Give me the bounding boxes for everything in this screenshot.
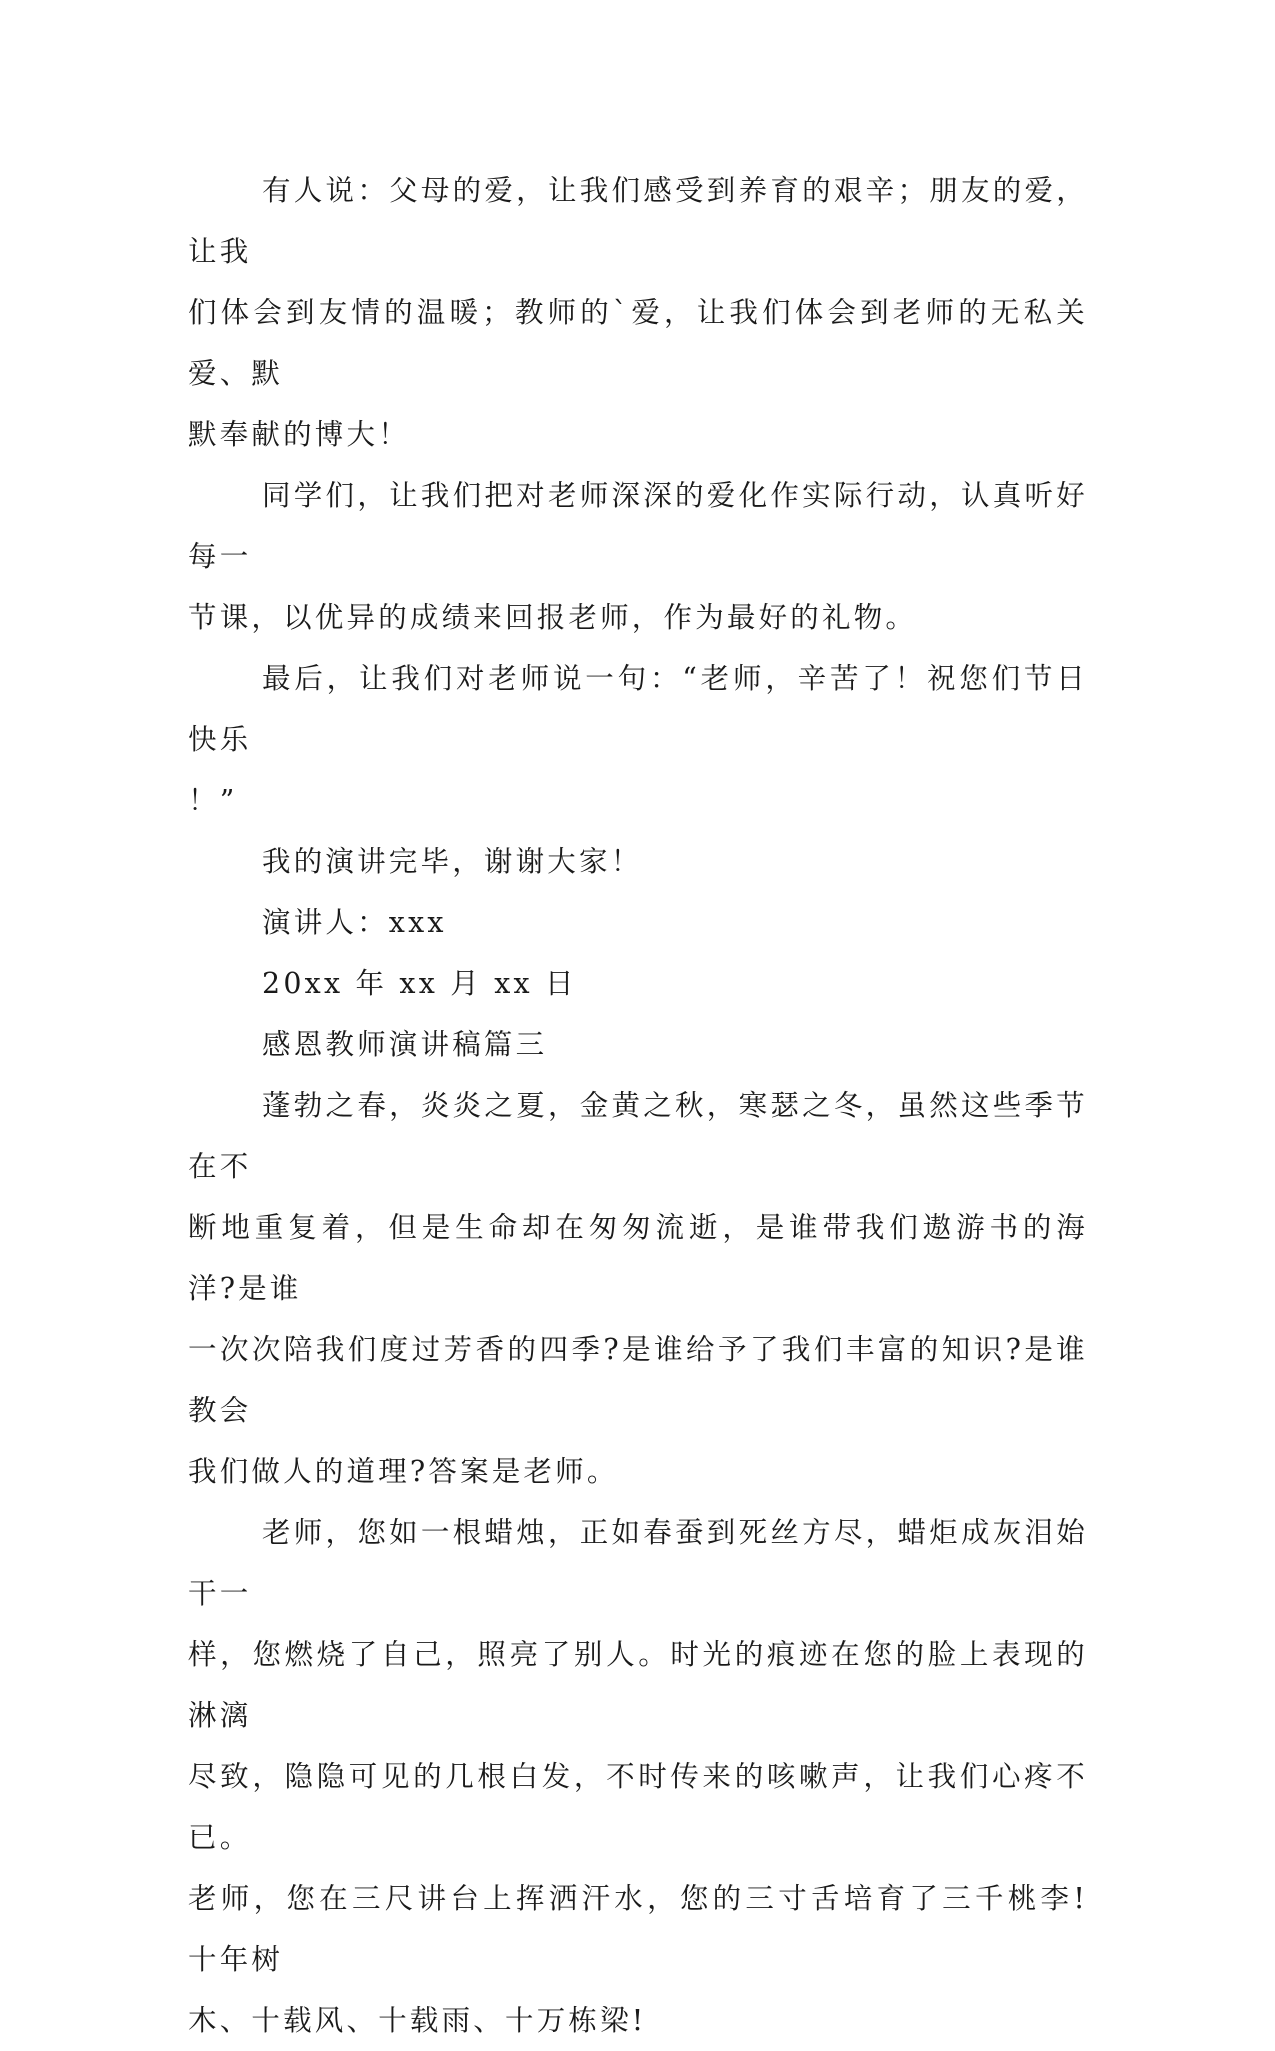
- paragraph-5-line-3: 尽致，隐隐可见的几根白发，不时传来的咳嗽声，让我们心疼不已。: [188, 1760, 1088, 1854]
- paragraph-4: [188, 1075, 1088, 1502]
- speaker-text: 演讲人：xxx: [262, 906, 447, 939]
- closing-remark-line: 我的演讲完毕，谢谢大家！: [262, 845, 643, 878]
- section-title-text: 感恩教师演讲稿篇三: [262, 1028, 548, 1061]
- paragraph-3-line-2: ！”: [188, 784, 238, 817]
- paragraph-5-line-5: 木、十载风、十载雨、十万栋梁!: [188, 2004, 647, 2037]
- paragraph-2-line-2: 节课，以优异的成绩来回报老师，作为最好的礼物。: [188, 601, 918, 634]
- paragraph-4-line-2: 断地重复着，但是生命却在匆匆流逝，是谁带我们遨游书的海洋?是谁: [188, 1211, 1088, 1305]
- paragraph-4-line-3: 一次次陪我们度过芳香的四季?是谁给予了我们丰富的知识?是谁教会: [188, 1333, 1088, 1427]
- section-title: [188, 1014, 1088, 1075]
- paragraph-1-line-3: 默奉献的博大！: [188, 418, 410, 451]
- paragraph-3-line-1: 最后，让我们对老师说一句：“老师，辛苦了！祝您们节日快乐: [188, 662, 1088, 756]
- date-line: [188, 953, 1088, 1014]
- paragraph-2: [188, 465, 1088, 648]
- paragraph-5: [188, 1502, 1088, 2051]
- paragraph-1-line-1: 有人说：父母的爱，让我们感受到养育的艰辛；朋友的爱，让我: [188, 174, 1088, 268]
- paragraph-2-line-1: 同学们，让我们把对老师深深的爱化作实际行动，认真听好每一: [188, 479, 1088, 573]
- paragraph-1-line-2: 们体会到友情的温暖；教师的`爱，让我们体会到老师的无私关爱、默: [188, 296, 1088, 390]
- paragraph-4-line-1: 蓬勃之春，炎炎之夏，金黄之秋，寒瑟之冬，虽然这些季节在不: [188, 1089, 1088, 1183]
- closing-remark: [188, 831, 1088, 892]
- document-body: [188, 160, 1088, 2051]
- paragraph-1: [188, 160, 1088, 465]
- speaker-line: [188, 892, 1088, 953]
- paragraph-5-line-4: 老师，您在三尺讲台上挥洒汗水，您的三寸舌培育了三千桃李!十年树: [188, 1882, 1088, 1976]
- paragraph-3: [188, 648, 1088, 831]
- paragraph-5-line-2: 样，您燃烧了自己，照亮了别人。时光的痕迹在您的脸上表现的淋漓: [188, 1638, 1088, 1732]
- paragraph-4-line-4: 我们做人的道理?答案是老师。: [188, 1455, 619, 1488]
- paragraph-5-line-1: 老师，您如一根蜡烛，正如春蚕到死丝方尽，蜡炬成灰泪始干一: [188, 1516, 1088, 1610]
- date-text: 20xx 年 xx 月 xx 日: [262, 967, 577, 1000]
